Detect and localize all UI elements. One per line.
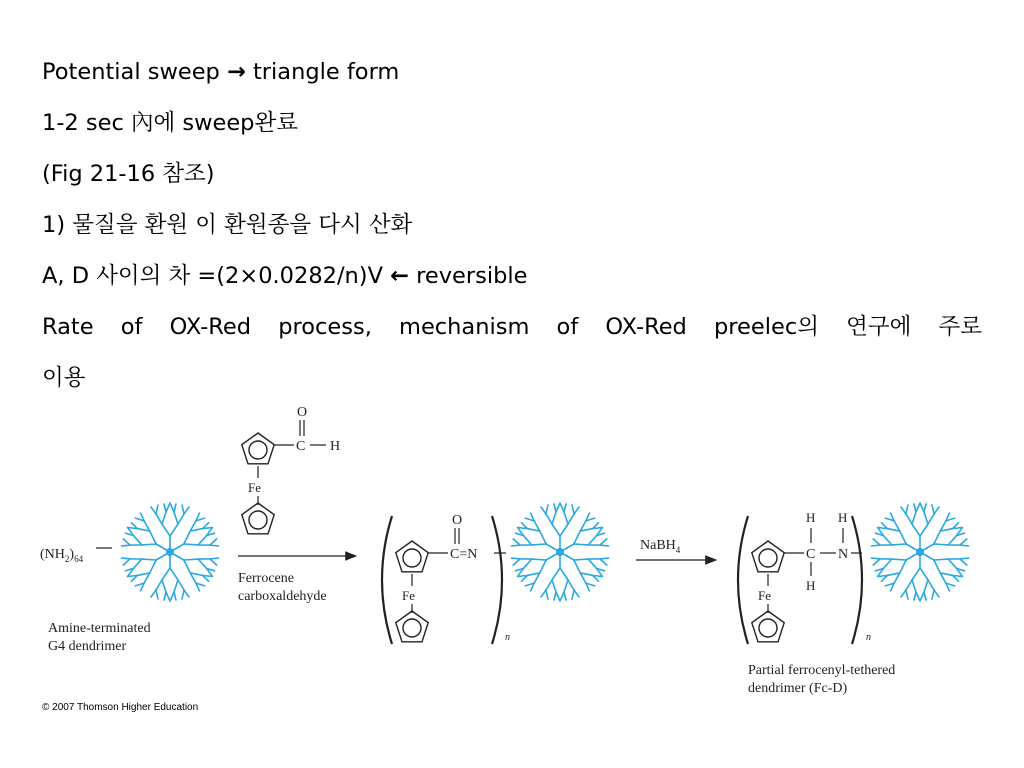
amine-h-top: H xyxy=(806,510,816,525)
text-line-7: 이용 xyxy=(42,365,86,391)
reactant-label-1: Amine-terminated xyxy=(48,621,151,636)
product-label-1: Partial ferrocenyl-tethered xyxy=(748,663,896,678)
left-bracket-2 xyxy=(738,516,748,644)
line6-word: of xyxy=(556,314,579,340)
line6-word: 주로 xyxy=(938,314,982,340)
line1-before: Potential sweep xyxy=(42,59,227,85)
right-bracket-1 xyxy=(492,516,502,644)
slide-text xyxy=(42,52,982,409)
aldehyde-o: O xyxy=(297,405,308,420)
text-line-2: 1-2 sec 內에 sweep완료 xyxy=(42,110,298,136)
left-arrow-icon: ← xyxy=(390,263,409,289)
amine-h-n: H xyxy=(838,510,848,525)
amine-n: N xyxy=(838,547,849,562)
fe-label-3: Fe xyxy=(758,588,771,603)
line6-word: OX-Red xyxy=(169,314,252,340)
product-label-2: dendrimer (Fc-D) xyxy=(748,681,848,696)
amine-h-bottom: H xyxy=(806,578,816,593)
fe-label-2: Fe xyxy=(402,588,415,603)
right-bracket-2 xyxy=(852,516,862,644)
imine-o: O xyxy=(452,513,463,528)
aldehyde-h: H xyxy=(330,439,341,454)
text-line-5 xyxy=(42,256,982,307)
right-arrow-icon: → xyxy=(226,59,246,85)
left-bracket-1 xyxy=(382,516,392,644)
line6-word: OX-Red xyxy=(605,314,687,340)
text-line-6 xyxy=(42,307,982,358)
line6-word: 연구에 xyxy=(846,314,912,340)
text-line-1 xyxy=(42,52,982,103)
text-line-3: (Fig 21-16 참조) xyxy=(42,161,215,187)
line5-after: reversible xyxy=(408,263,528,289)
reagent1-label-2: carboxaldehyde xyxy=(238,589,327,604)
line1-after: triangle form xyxy=(245,59,400,85)
text-line-4: 1) 물질을 환원 이 환원종을 다시 산화 xyxy=(42,212,413,238)
reagent1-label-1: Ferrocene xyxy=(238,571,294,586)
dendrimer-product xyxy=(868,502,972,602)
line6-word: preelec의 xyxy=(714,314,819,340)
line6-word: process, xyxy=(278,314,372,340)
nh2-label: $(NH_2)_{64}$ xyxy=(40,547,84,564)
dendrimer-intermediate xyxy=(508,502,612,602)
imine-ferrocene xyxy=(396,513,506,642)
imine-cn: C=N xyxy=(450,547,478,562)
subscript-n-1: n xyxy=(505,632,510,643)
line5-before: A, D 사이의 차 =(2×0.0282/n)V xyxy=(42,263,391,289)
line6-word: of xyxy=(120,314,143,340)
line6-word: mechanism xyxy=(399,314,530,340)
dendrimer-reactant xyxy=(118,502,222,602)
reagent2-label: NaBH$_4$ xyxy=(640,538,681,555)
ferrocene-aldehyde xyxy=(242,405,340,534)
amine-c: C xyxy=(806,547,816,562)
copyright-text: © 2007 Thomson Higher Education xyxy=(42,702,199,713)
product-ferrocene xyxy=(752,510,862,642)
reactant-label-2: G4 dendrimer xyxy=(48,639,127,654)
reaction-scheme xyxy=(0,395,1024,725)
line6-word: Rate xyxy=(42,314,94,340)
aldehyde-c: C xyxy=(296,439,306,454)
fe-label-1: Fe xyxy=(248,480,261,495)
subscript-n-2: n xyxy=(866,632,871,643)
